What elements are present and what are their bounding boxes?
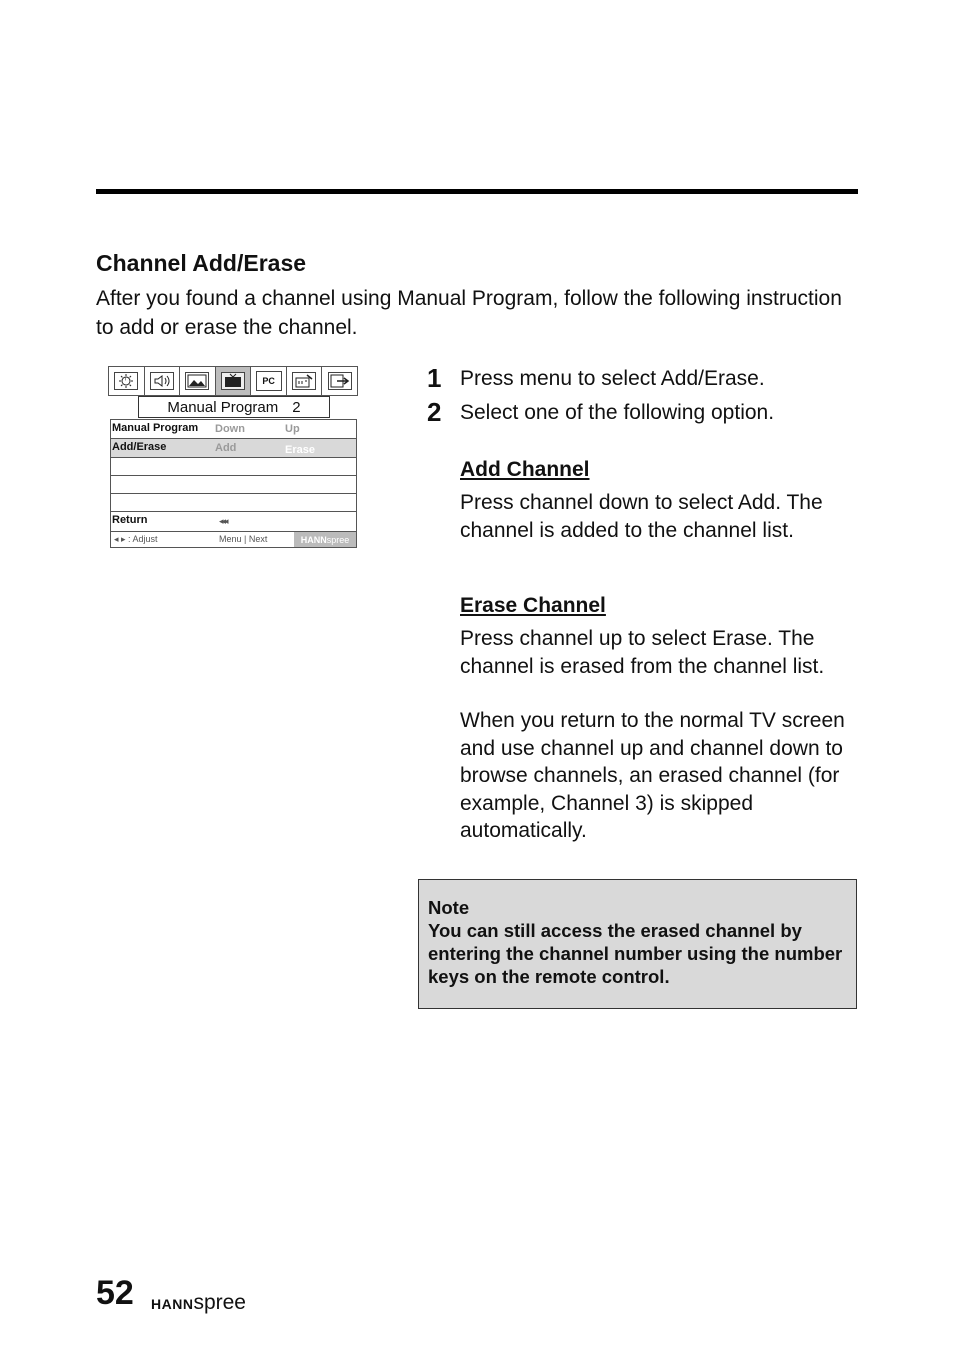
rewind-icon: ◂◂◂: [219, 516, 227, 526]
erase-channel-details: When you return to the normal TV screen and use channel up and channel down to browse channels, an erased channel (for example, Channel 3) is skipped automatically.: [460, 709, 845, 842]
osd-row-manual-program: [111, 420, 356, 439]
add-channel-heading: Add Channel: [460, 458, 590, 481]
intro-paragraph: After you found a channel using Manual Program, follow the following instruction to add or erase the channel.: [96, 287, 842, 339]
step-number: 2: [427, 397, 442, 427]
osd-table: [110, 419, 357, 548]
osd-option-erase: Erase: [285, 444, 315, 456]
osd-option-up: Up: [285, 423, 300, 435]
osd-tab-label: Manual Program: [167, 398, 279, 416]
osd-menu-figure: [108, 366, 358, 550]
note-title: Note: [428, 897, 470, 918]
exit-icon: [322, 367, 357, 395]
osd-nav-hint: Menu | Next: [219, 534, 268, 544]
osd-footer: [111, 532, 356, 547]
section-title: Channel Add/Erase: [96, 250, 307, 276]
osd-row-empty: [111, 458, 356, 476]
erase-channel-heading: Erase Channel: [460, 594, 606, 617]
header-rule: [96, 189, 858, 194]
page-number: 52: [96, 1274, 134, 1312]
pc-icon: [251, 367, 287, 395]
osd-row-label: Add/Erase: [112, 441, 167, 453]
note-box: [418, 879, 857, 1009]
osd-return-label: Return: [112, 514, 148, 526]
osd-row-return: [111, 512, 356, 532]
step-text: Press menu to select Add/Erase.: [460, 367, 765, 390]
osd-row-label: Manual Program: [112, 422, 199, 434]
erase-channel-body: Press channel up to select Erase. The channel is erased from the channel list.: [460, 627, 825, 678]
step-text: Select one of the following option.: [460, 401, 775, 424]
osd-row-empty: [111, 494, 356, 512]
brand-logo: HANNspree: [151, 1291, 246, 1314]
pc-label: PC: [256, 371, 282, 391]
osd-tab-number: 2: [292, 398, 301, 416]
osd-row-empty: [111, 476, 356, 494]
osd-adjust-hint: ◂ ▸ : Adjust: [114, 534, 158, 544]
osd-option-add: Add: [215, 442, 237, 454]
image-icon: [180, 367, 216, 395]
note-body: You can still access the erased channel by entering the channel number using the number keys on the remote control.: [428, 920, 843, 987]
osd-option-down: Down: [215, 423, 245, 435]
osd-tab: [138, 396, 330, 418]
osd-brand-logo: HANN spree: [294, 532, 356, 547]
osd-row-add-erase: [111, 439, 356, 458]
audio-icon: [145, 367, 181, 395]
osd-icon-bar: [108, 366, 358, 396]
tv-icon: [216, 367, 252, 395]
setup-icon: [287, 367, 323, 395]
step-number: 1: [427, 363, 442, 393]
picture-icon: [109, 367, 145, 395]
add-channel-body: Press channel down to select Add. The channel is added to the channel list.: [460, 491, 823, 542]
